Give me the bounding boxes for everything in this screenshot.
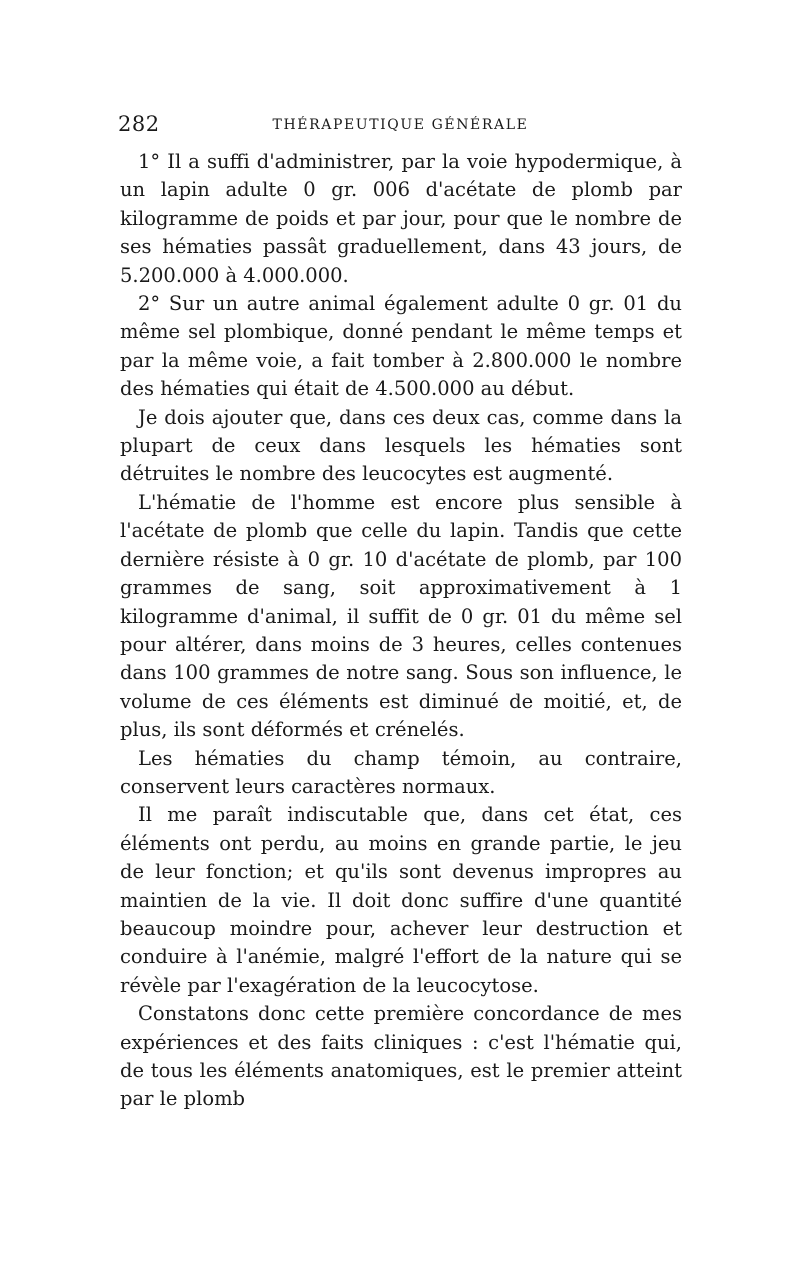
paragraph: Constatons donc cette première concordance de mes expériences et des faits cliniques : c'est l'hématie qui, de tous les éléments anatomiques, est le premier atteint par le plomb xyxy=(120,1002,682,1111)
paragraph: Les hématies du champ témoin, au contraire, conservent leurs caractères normaux. xyxy=(120,746,682,798)
paragraph: Je dois ajouter que, dans ces deux cas, comme dans la plupart de ceux dans lesquels les hématies sont détruites le nombre des leucocytes est augmenté. xyxy=(120,405,682,486)
paragraph: 2° Sur un autre animal également adulte 0 gr. 01 du même sel plombique, donné pendant le même temps et par la même voie, a fait tomber à 2.800.000 le nombre des hématies qui était de 4.500.000 au début. xyxy=(120,292,682,401)
paragraph: L'hématie de l'homme est encore plus sensible à l'acétate de plomb que celle du lapin. Tandis que cette dernière résiste à 0 gr. 10 d'acétate de plomb, par 100 grammes de sang, soit approximativement à 1 kilogramme d'animal, il suffit de 0 gr. 01 du même sel pour altérer, dans moins de 3 heures, celles contenues dans 100 grammes de notre sang. Sous son influence, le volume de ces éléments est diminué de moitié, et, de plus, ils sont déformés et crénelés. xyxy=(120,490,682,742)
paragraph: 1° Il a suffi d'administrer, par la voie hypodermique, à un lapin adulte 0 gr. 006 d'acétate de plomb par kilogramme de poids et par jour, pour que le nombre de ses hématies passât graduellement, dans 43 jours, de 5.200.000 à 4.000.000. xyxy=(120,150,682,287)
paragraph: Il me paraît indiscutable que, dans cet état, ces éléments ont perdu, au moins en grande partie, le jeu de leur fonction; et qu'ils sont devenus impropres au maintien de la vie. Il doit donc suffire d'une quantité beaucoup moindre pour, achever leur destruction et conduire à l'anémie, malgré l'effort de la nature qui se révèle par l'exagération de la leucocytose. xyxy=(120,803,682,997)
running-title: THÉRAPEUTIQUE GÉNÉRALE xyxy=(272,117,529,133)
page-header xyxy=(118,112,683,142)
body-text xyxy=(120,148,682,1114)
page-number: 282 xyxy=(118,112,160,136)
